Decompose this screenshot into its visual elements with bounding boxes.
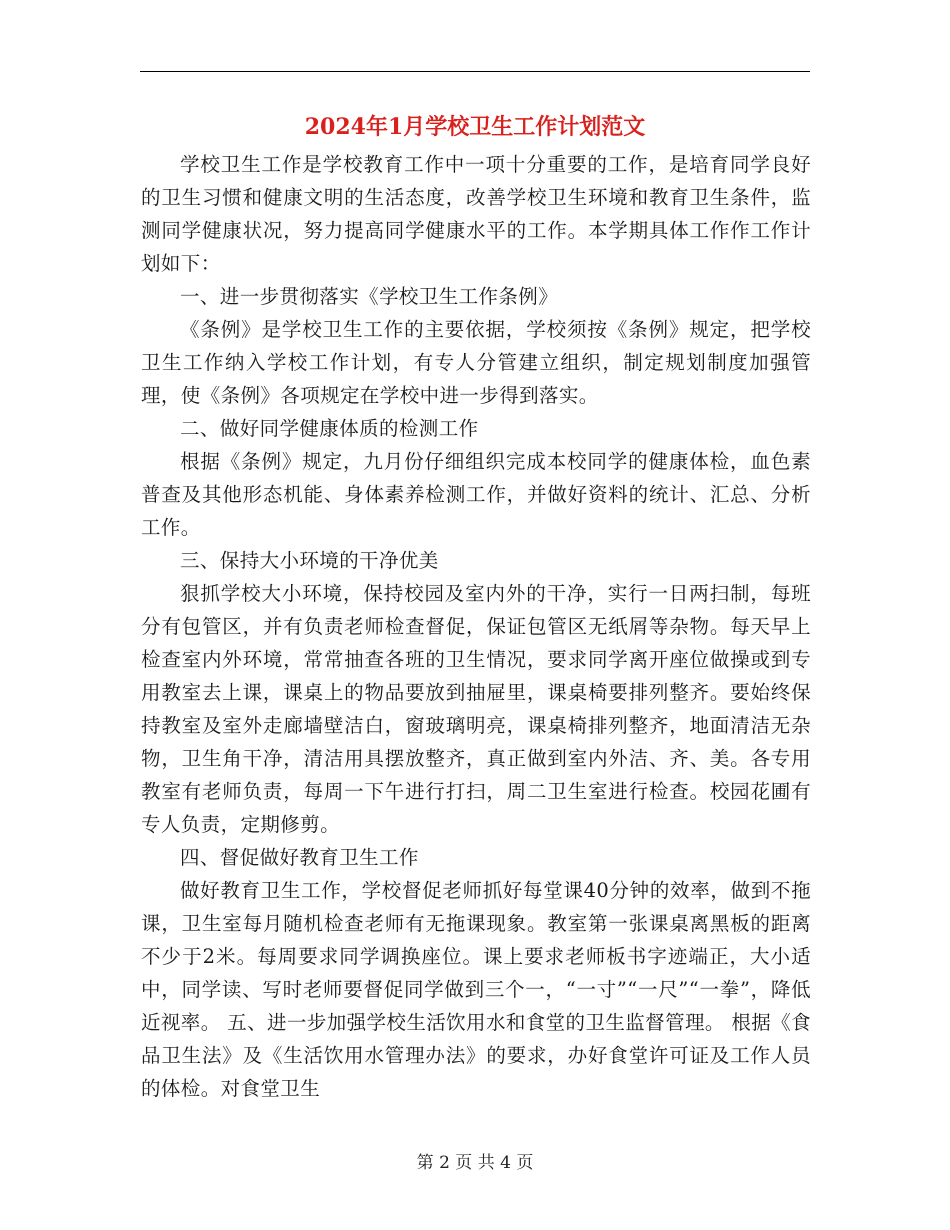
section-heading-3: 三、保持大小环境的干净优美: [180, 549, 439, 572]
section-heading-1: 一、进一步贯彻落实《学校卫生工作条例》: [180, 285, 559, 308]
document-title: 2024年1月学校卫生工作计划范文: [304, 114, 646, 140]
header-rule: [140, 71, 810, 72]
page-number-footer: 第 2 页 共 4 页: [416, 1153, 534, 1173]
section-paragraph-1: 《条例》是学校卫生工作的主要依据，学校须按《条例》规定，把学校卫生工作纳入学校工作计划，有专人分管建立组织，制定规划制度加强管理，使《条例》各项规定在学校中进一步得到落实。: [141, 318, 811, 407]
section-heading-2: 二、做好同学健康体质的检测工作: [180, 417, 479, 440]
document-body: [141, 148, 811, 1105]
section-heading-4: 四、督促做好教育卫生工作: [180, 846, 419, 869]
section-paragraph-4: 做好教育卫生工作，学校督促老师抓好每堂课40分钟的效率，做到不拖课，卫生室每月随机检查老师有无拖课现象。教室第一张课桌离黑板的距离不少于2米。每周要求同学调换座位。课上要求老师板书字迹端正，大小适中，同学读、写时老师要督促同学做到三个一，“一寸”“一尺”“一拳”，降低近视率。 五、进一步加强学校生活饮用水和食堂的卫生监督管理。 根据《食品卫生法》及《生活饮用水管理办法》的要求，办好食堂许可证及工作人员的体检。对食堂卫生: [141, 879, 811, 1100]
section-paragraph-2: 根据《条例》规定，九月份仔细组织完成本校同学的健康体检，血色素普查及其他形态机能、身体素养检测工作，并做好资料的统计、汇总、分析工作。: [141, 450, 811, 539]
section-paragraph-3: 狠抓学校大小环境，保持校园及室内外的干净，实行一日两扫制，每班分有包管区，并有负责老师检查督促，保证包管区无纸屑等杂物。每天早上检查室内外环境，常常抽查各班的卫生情况，要求同学离开座位做操或到专用教室去上课，课桌上的物品要放到抽屉里，课桌椅要排列整齐。要始终保持教室及室外走廊墙壁洁白，窗玻璃明亮，课桌椅排列整齐，地面清洁无杂物，卫生角干净，清洁用具摆放整齐，真正做到室内外洁、齐、美。各专用教室有老师负责，每周一下午进行打扫，周二卫生室进行检查。校园花圃有专人负责，定期修剪。: [141, 582, 811, 836]
intro-paragraph: 学校卫生工作是学校教育工作中一项十分重要的工作，是培育同学良好的卫生习惯和健康文明的生活态度，改善学校卫生环境和教育卫生条件，监测同学健康状况，努力提高同学健康水平的工作。本学期具体工作作工作计划如下：: [141, 153, 811, 275]
